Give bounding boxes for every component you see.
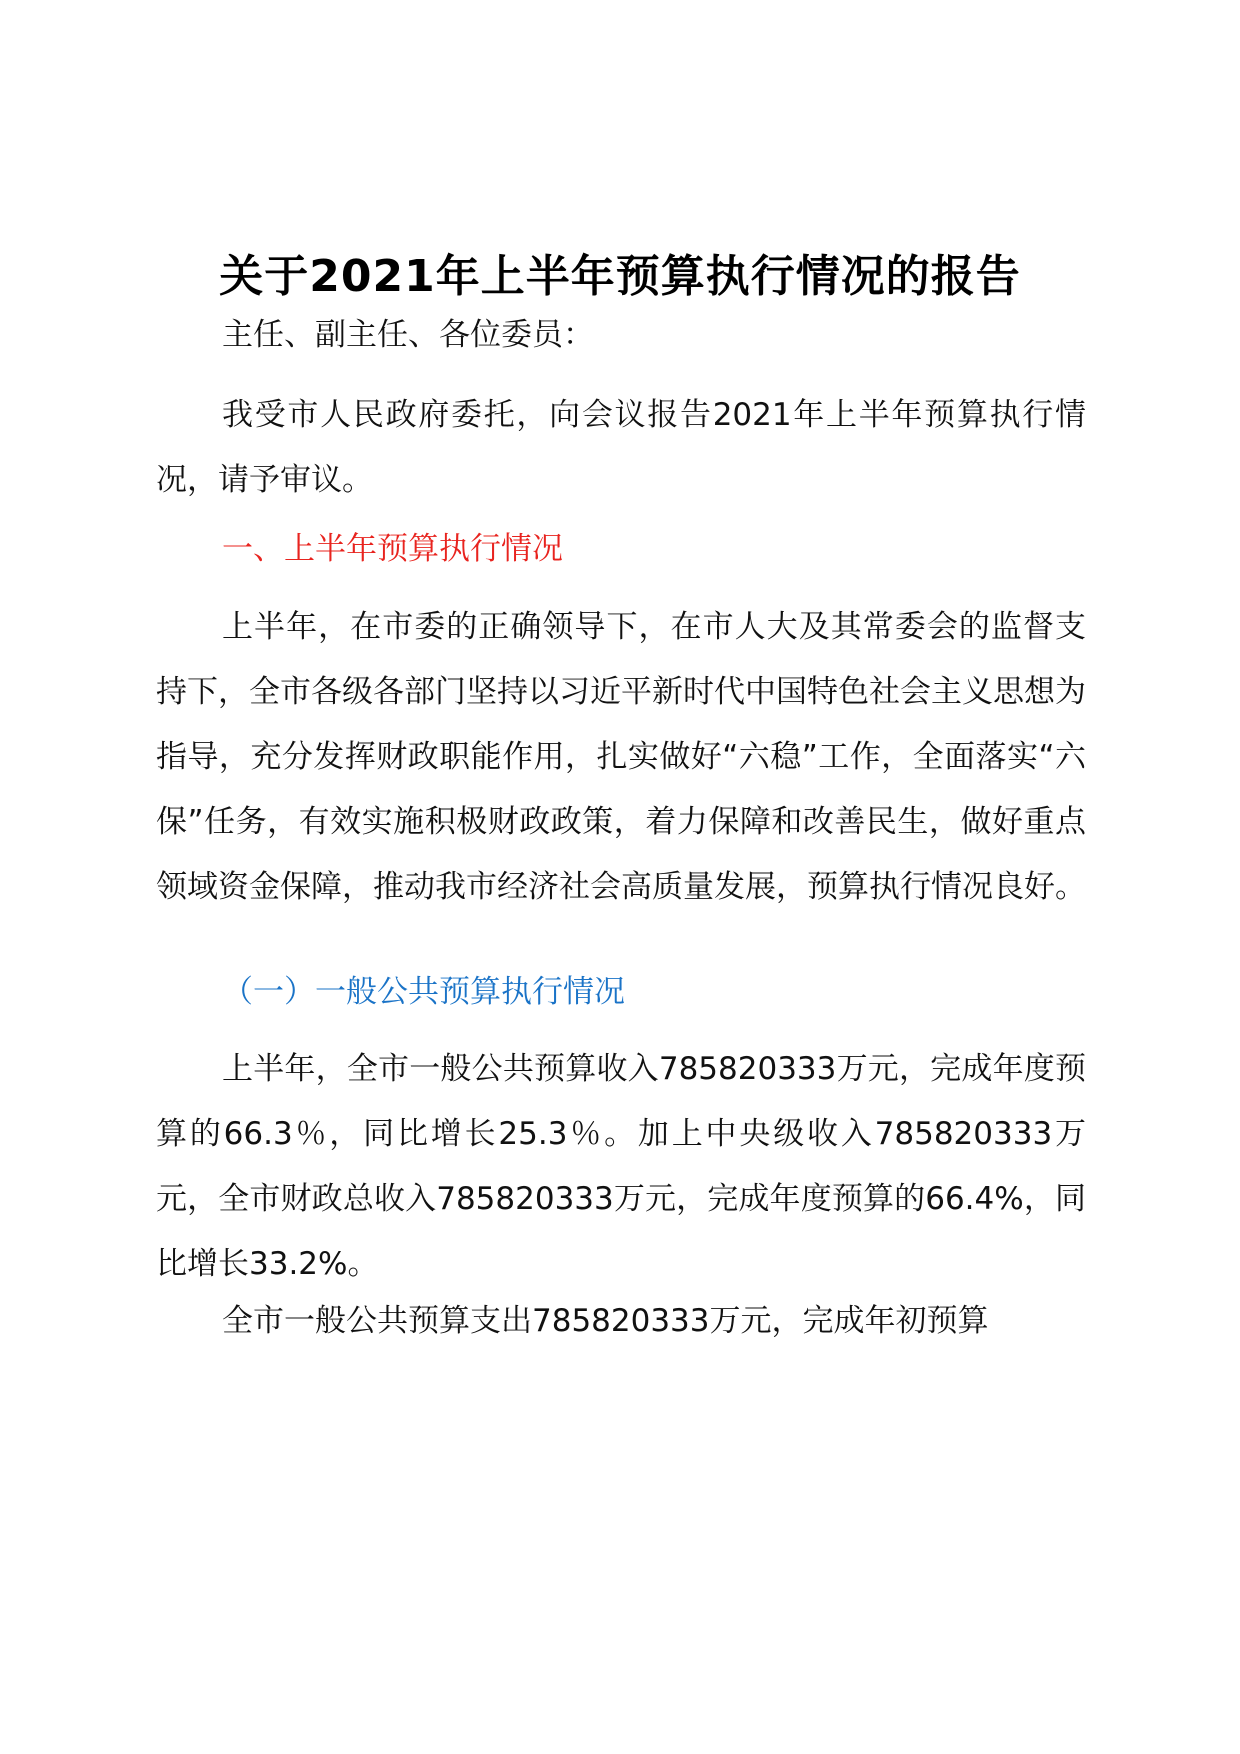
- document-title: 关于2021年上半年预算执行情况的报告: [219, 251, 1021, 302]
- section-heading-1: 一、上半年预算执行情况: [222, 531, 563, 567]
- expenditure-paragraph: 全市一般公共预算支出785820333万元，完成年初预算: [222, 1303, 989, 1339]
- revenue-paragraph: 上半年，全市一般公共预算收入785820333万元，完成年度预算的66.3％，同比增长25.3％。加上中央级收入785820333万元，全市财政总收入785820333万元，完成年度预算的66.4%，同比增长33.2%。: [156, 1051, 1086, 1282]
- subsection-heading-1: （一）一般公共预算执行情况: [222, 974, 625, 1010]
- section-1-paragraph: 上半年，在市委的正确领导下，在市人大及其常委会的监督支持下，全市各级各部门坚持以习近平新时代中国特色社会主义思想为指导，充分发挥财政职能作用，扎实做好“六稳”工作，全面落实“六保”任务，有效实施积极财政政策，着力保障和改善民生，做好重点领域资金保障，推动我市经济社会高质量发展，预算执行情况良好。: [156, 609, 1086, 905]
- salutation: 主任、副主任、各位委员：: [222, 317, 594, 353]
- intro-paragraph: 我受市人民政府委托，向会议报告2021年上半年预算执行情况，请予审议。: [156, 397, 1086, 498]
